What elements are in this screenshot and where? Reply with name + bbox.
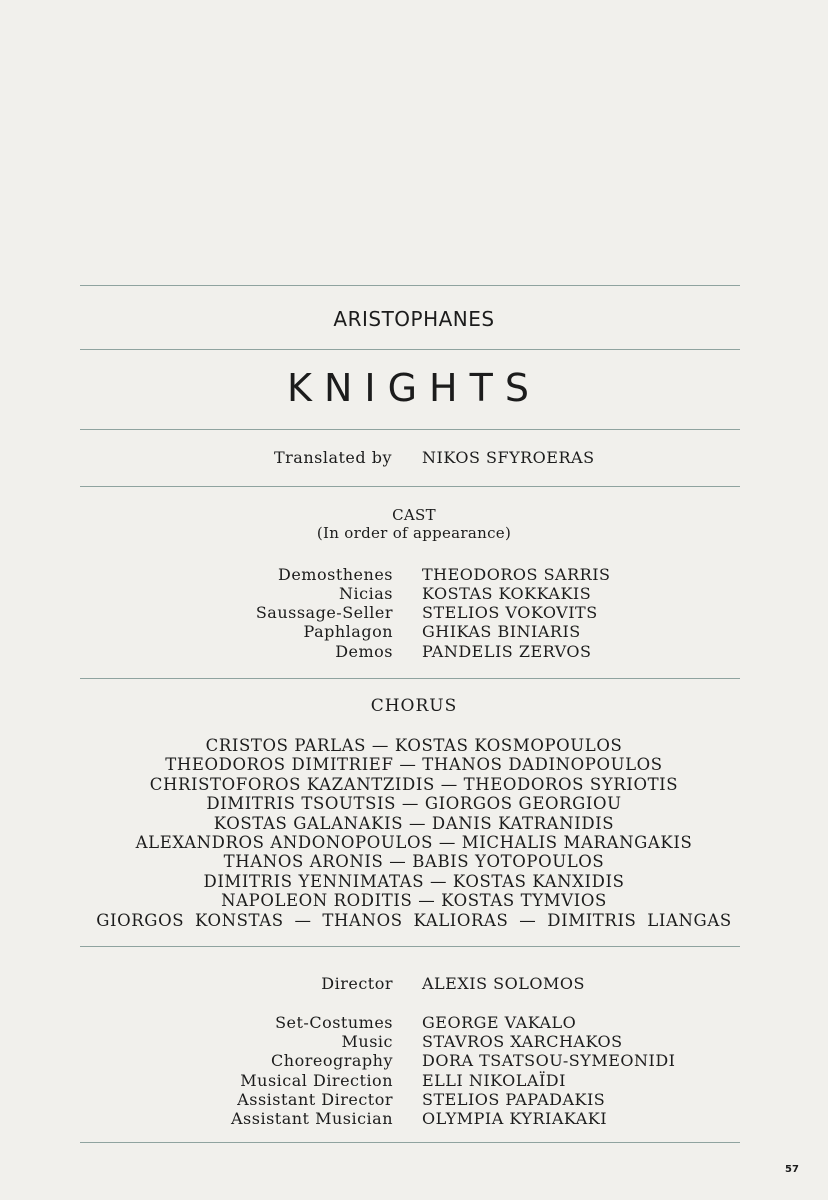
cast-row <box>0 565 828 585</box>
cast-row <box>0 584 828 604</box>
divider-cast <box>80 678 740 679</box>
crew-role: Music <box>341 1032 393 1051</box>
cast-row <box>0 622 828 642</box>
page-number: 57 <box>785 1164 799 1175</box>
crew-row <box>0 1071 828 1091</box>
cast-role: Demosthenes <box>278 565 393 584</box>
crew-role: Set-Costumes <box>275 1013 393 1032</box>
chorus-line: ALEXANDROS ANDONOPOULOS — MICHALIS MARANGAKIS <box>135 833 693 853</box>
crew-name: STAVROS XARCHAKOS <box>422 1032 623 1051</box>
crew-role: Musical Direction <box>240 1071 393 1090</box>
crew-row <box>0 1013 828 1033</box>
chorus-line: DIMITRIS TSOUTSIS — GIORGOS GEORGIOU <box>206 794 622 814</box>
crew-name: GEORGE VAKALO <box>422 1013 577 1032</box>
crew-name: STELIOS PAPADAKIS <box>422 1090 606 1109</box>
chorus-line: DIMITRIS YENNIMATAS — KOSTAS KANXIDIS <box>203 871 625 891</box>
translation-label: Translated by <box>273 448 392 467</box>
cast-role: Nicias <box>339 584 393 603</box>
cast-actor: STELIOS VOKOVITS <box>422 603 598 622</box>
crew-row <box>0 1051 828 1071</box>
chorus-line: CRISTOS PARLAS — KOSTAS KOSMOPOULOS <box>205 736 623 755</box>
cast-subheading: (In order of appearance) <box>316 524 512 542</box>
crew-name: ELLI NIKOLAÏDI <box>422 1071 566 1090</box>
divider-title <box>80 429 740 430</box>
cast-role: Paphlagon <box>303 622 393 641</box>
divider-bottom <box>80 1142 740 1143</box>
cast-actor: PANDELIS ZERVOS <box>422 642 592 661</box>
translation-credit <box>0 448 828 468</box>
crew-row <box>0 1109 828 1129</box>
play-title: KNIGHTS <box>287 366 541 410</box>
divider-translation <box>80 486 740 487</box>
chorus-line: KOSTAS GALANAKIS — DANIS KATRANIDIS <box>213 813 615 833</box>
crew-row <box>0 1032 828 1052</box>
cast-row <box>0 642 828 662</box>
cast-actor: THEODOROS SARRIS <box>422 565 611 584</box>
director-credit <box>0 974 828 994</box>
crew-role: Assistant Director <box>237 1090 393 1109</box>
crew-row <box>0 1090 828 1110</box>
crew-role: Assistant Musician <box>230 1109 393 1128</box>
director-label: Director <box>321 974 393 993</box>
cast-role: Saussage-Seller <box>255 603 393 622</box>
crew-role: Choreography <box>271 1051 393 1070</box>
cast-actor: KOSTAS KOKKAKIS <box>422 584 592 603</box>
cast-role: Demos <box>335 642 393 661</box>
chorus-line: THANOS ARONIS — BABIS YOTOPOULOS <box>223 852 605 872</box>
chorus-line: NAPOLEON RODITIS — KOSTAS TYMVIOS <box>221 891 607 911</box>
divider-chorus <box>80 946 740 947</box>
chorus-line: GIORGOS KONSTAS — THANOS KALIORAS — DIMITRIS LIANGAS <box>96 910 732 930</box>
director-name: ALEXIS SOLOMOS <box>422 974 585 993</box>
chorus-line: CHRISTOFOROS KAZANTZIDIS — THEODOROS SYRIOTIS <box>149 774 679 794</box>
cast-actor: GHIKAS BINIARIS <box>422 622 581 641</box>
chorus-line: THEODOROS DIMITRIEF — THANOS DADINOPOULOS <box>165 755 663 775</box>
author-name: ARISTOPHANES <box>333 307 495 331</box>
chorus-list <box>0 736 828 930</box>
chorus-heading: CHORUS <box>370 696 458 716</box>
cast-row <box>0 603 828 623</box>
crew-name: OLYMPIA KYRIAKAKI <box>422 1109 608 1128</box>
divider-author <box>80 349 740 350</box>
crew-name: DORA TSATSOU-SYMEONIDI <box>422 1051 676 1070</box>
cast-heading: CAST <box>392 506 436 524</box>
translator-name: NIKOS SFYROERAS <box>422 448 595 467</box>
divider-top <box>80 285 740 286</box>
